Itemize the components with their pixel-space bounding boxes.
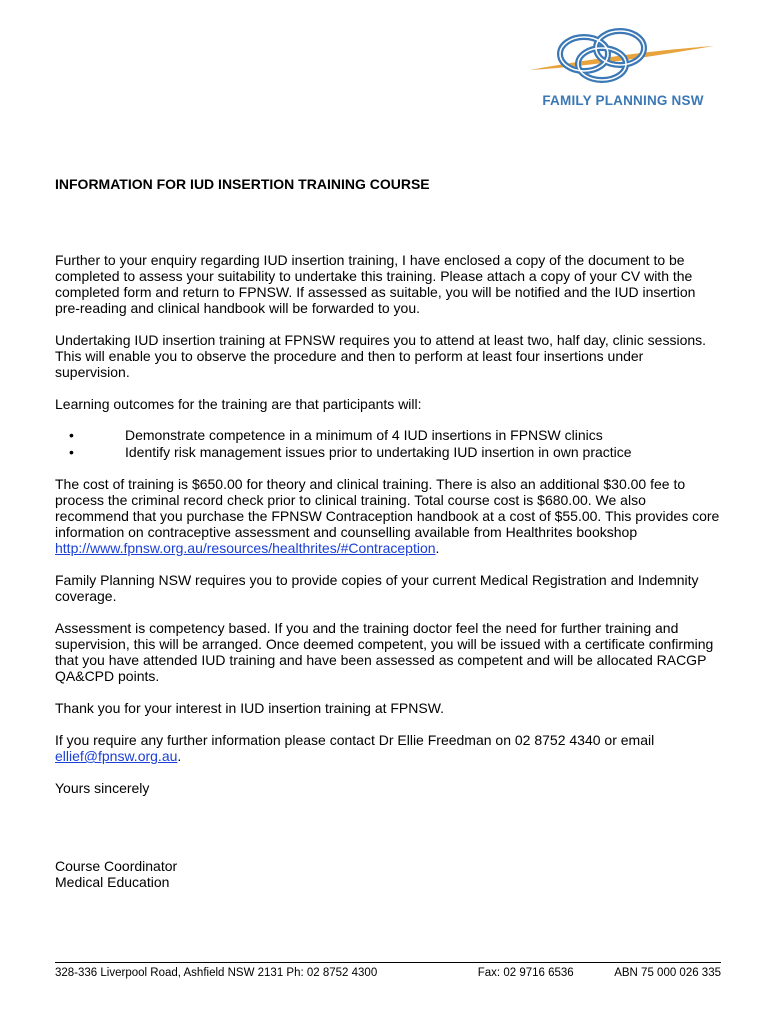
email-link[interactable]: ellief@fpnsw.org.au <box>55 748 178 764</box>
paragraph-thanks: Thank you for your interest in IUD insertion training at FPNSW. <box>55 700 445 716</box>
signoff-title: Course Coordinator <box>55 858 178 874</box>
footer-fax: Fax: 02 9716 6536 <box>477 967 574 979</box>
paragraph-enquiry: Further to your enquiry regarding IUD insertion training, I have enclosed a copy of the document to be completed to assess your suitability to undertake this training. Please attach a copy of your CV with the completed form and return to FPNSW. If assessed as suitable, you will be notified and the IUD insertion pre-reading and clinical handbook will be forwarded to you. <box>55 252 696 316</box>
outcome-text: Demonstrate competence in a minimum of 4 IUD insertions in FPNSW clinics <box>125 427 603 443</box>
letter-body <box>55 176 721 890</box>
cost-end: . <box>435 540 440 556</box>
paragraph-assessment: Assessment is competency based. If you and the training doctor feel the need for further training and supervision, this will be arranged. Once deemed competent, you will be issued with a certificate confirming that you have attended IUD training and have been assessed as competent and will be allocated RACGP QA&CPD points. <box>55 620 714 684</box>
outcomes-intro: Learning outcomes for the training are that participants will: <box>55 396 422 412</box>
footer-abn: ABN 75 000 026 335 <box>614 967 721 979</box>
letter-title: INFORMATION FOR IUD INSERTION TRAINING COURSE <box>55 176 430 192</box>
fpnsw-logo-mark <box>524 18 720 98</box>
outcome-item <box>55 427 721 443</box>
bullet-mark: • <box>69 444 74 460</box>
paragraph-requirements: Undertaking IUD insertion training at FPNSW requires you to attend at least two, half day, clinic sessions. This will enable you to observe the procedure and then to perform at least four insertions under supervision. <box>55 332 707 380</box>
healthrites-link[interactable]: http://www.fpnsw.org.au/resources/healthrites/#Contraception <box>55 540 436 556</box>
contact-text: If you require any further information please contact Dr Ellie Freedman on 02 8752 4340 or email <box>55 732 655 748</box>
paragraph-contact <box>55 732 721 764</box>
closing-salutation: Yours sincerely <box>55 780 150 796</box>
outcomes-list <box>55 427 721 460</box>
signoff-department: Medical Education <box>55 874 170 890</box>
fpnsw-logo <box>524 18 720 118</box>
contact-end: . <box>177 748 182 764</box>
logo-org-name: FAMILY PLANNING NSW <box>542 93 704 108</box>
paragraph-cost <box>55 476 721 556</box>
paragraph-registration: Family Planning NSW requires you to provide copies of your current Medical Registration and Indemnity coverage. <box>55 572 699 604</box>
outcome-text: Identify risk management issues prior to undertaking IUD insertion in own practice <box>125 444 632 460</box>
bullet-mark: • <box>69 427 74 443</box>
footer-address: 328-336 Liverpool Road, Ashfield NSW 2131 Ph: 02 8752 4300 <box>55 967 378 979</box>
outcome-item <box>55 444 721 460</box>
letter-footer <box>55 962 721 979</box>
cost-text: The cost of training is $650.00 for theory and clinical training. There is also an additional $30.00 fee to process the criminal record check prior to clinical training. Total course cost is $680.00. We also recommend that you purchase the FPNSW Contraception handbook at a cost of $55.00. This provides core information on contraceptive assessment and counselling available from Healthrites bookshop <box>55 476 720 540</box>
